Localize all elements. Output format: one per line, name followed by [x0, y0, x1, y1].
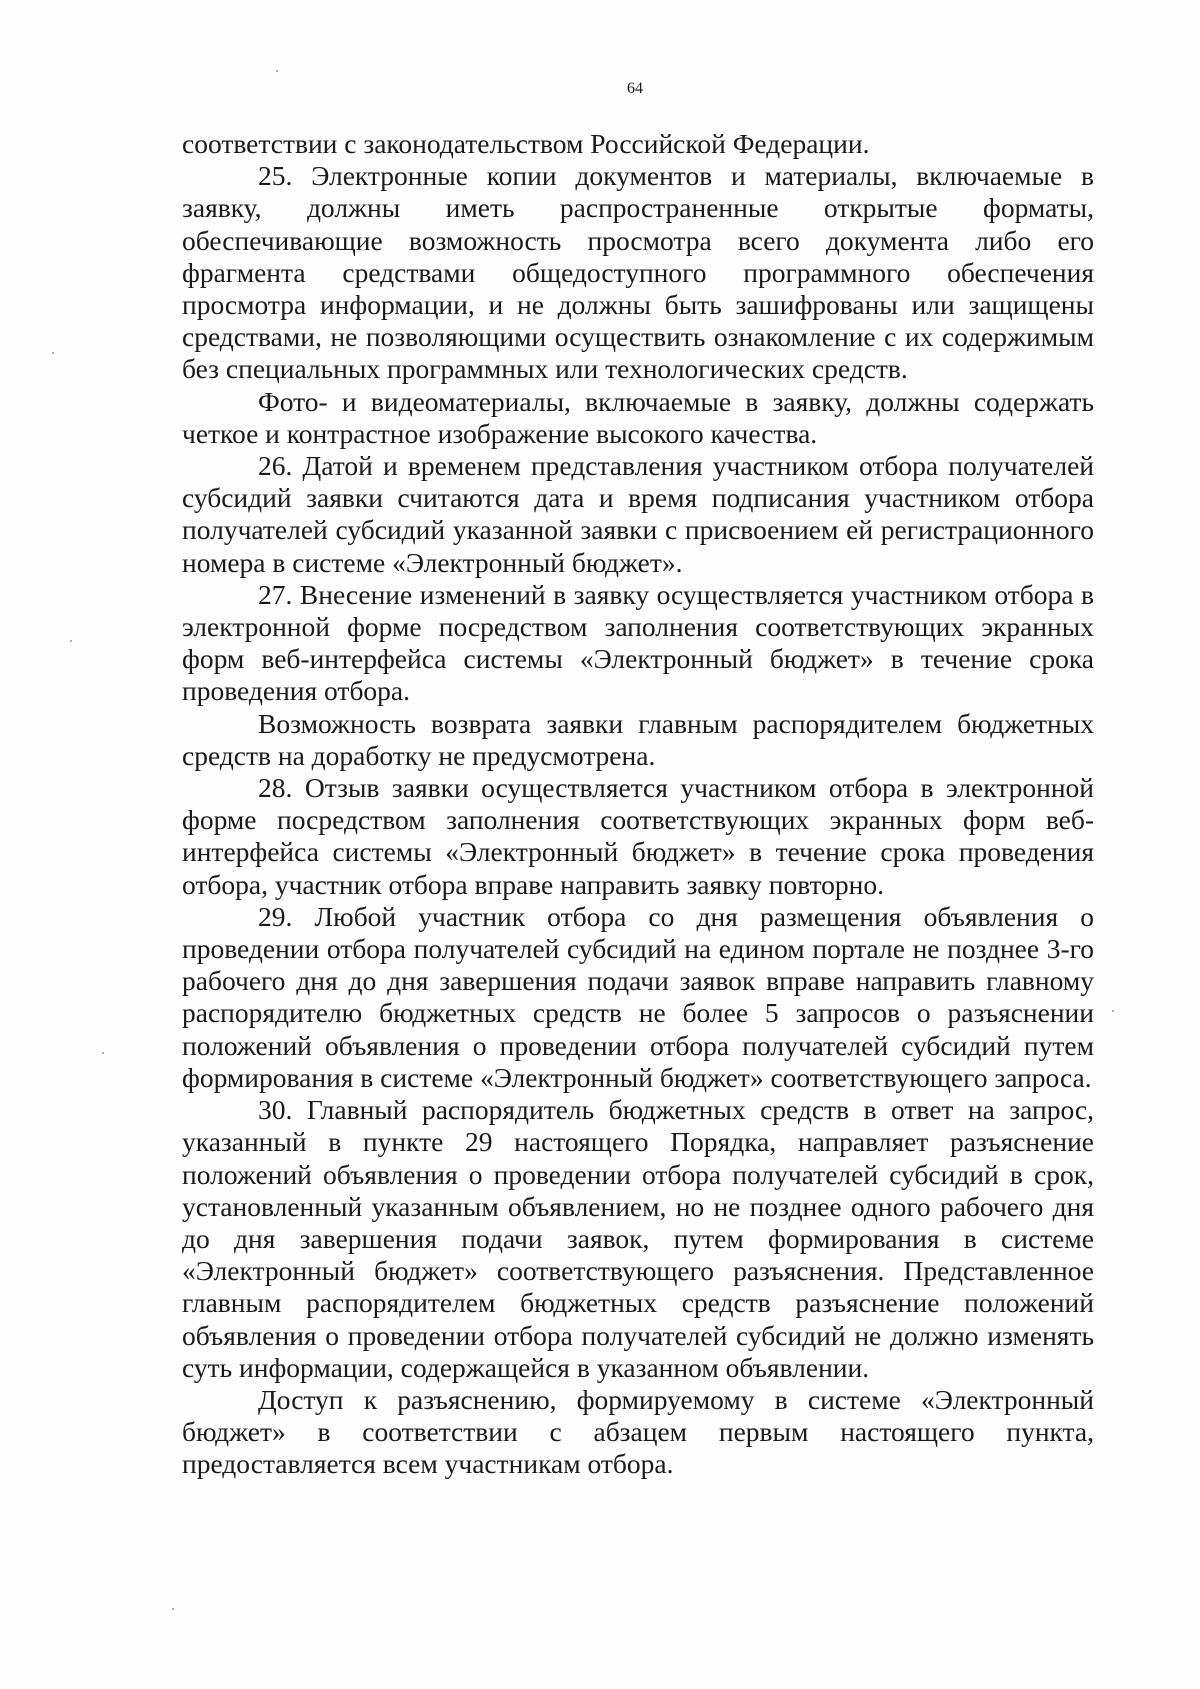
scan-speck — [1112, 1010, 1114, 1012]
paragraph-return-application: Возможность возврата заявки главным распорядителем бюджетных средств на доработку не предусмотрена. — [182, 707, 1094, 771]
scan-speck — [52, 352, 54, 354]
paragraph-access-clarification: Доступ к разъяснению, формируемому в системе «Электронный бюджет» в соответствии с абзацем первым настоящего пункта, предоставляется всем участникам отбора. — [182, 1383, 1094, 1480]
scan-speck — [70, 640, 72, 642]
scan-speck — [276, 70, 278, 72]
paragraph-photo-video: Фото- и видеоматериалы, включаемые в заявку, должны содержать четкое и контрастное изображение высокого качества. — [182, 385, 1094, 449]
page-number: 64 — [627, 80, 643, 97]
paragraph-continuation: соответствии с законодательством Российской Федерации. — [182, 128, 870, 159]
paragraph-item-26: 26. Датой и временем представления участником отбора получателей субсидий заявки считаются дата и время подписания участником отбора получателей субсидий указанной заявки с присвоением ей регистрационного номера в системе «Электронный бюджет». — [182, 450, 1094, 578]
paragraph-item-30: 30. Главный распорядитель бюджетных средств в ответ на запрос, указанный в пункте 29 настоящего Порядка, направляет разъяснение положений объявления о проведении отбора получателей субсидий в срок, установленный указанным объявлением, но не позднее одного рабочего дня до дня завершения подачи заявок, путем формирования в системе «Электронный бюджет» соответствующего разъяснения. Представленное главным распорядителем бюджетных средств разъяснение положений объявления о проведении отбора получателей субсидий не должно изменять суть информации, содержащейся в указанном объявлении. — [182, 1094, 1094, 1383]
paragraph-item-29: 29. Любой участник отбора со дня размещения объявления о проведении отбора получателей субсидий на едином портале не позднее 3-го рабочего дня до дня завершения подачи заявок вправе направить главному распорядителю бюджетных средств не более 5 запросов о разъяснении положений объявления о проведении отбора получателей субсидий путем формирования в системе «Электронный бюджет» соответствующего запроса. — [182, 900, 1094, 1093]
paragraph-item-28: 28. Отзыв заявки осуществляется участником отбора в электронной форме посредством заполнения соответствующих экранных форм веб-интерфейса системы «Электронный бюджет» в течение срока проведения отбора, участник отбора вправе направить заявку повторно. — [182, 772, 1094, 900]
paragraph-item-25: 25. Электронные копии документов и материалы, включаемые в заявку, должны иметь распространенные открытые форматы, обеспечивающие возможность просмотра всего документа либо его фрагмента средствами общедоступного программного обеспечения просмотра информации, и не должны быть зашифрованы или защищены средствами, не позволяющими осуществить ознакомление с их содержимым без специальных программных или технологических средств. — [182, 160, 1094, 385]
document-body — [182, 128, 1094, 1481]
paragraph-item-27: 27. Внесение изменений в заявку осуществляется участником отбора в электронной форме посредством заполнения соответствующих экранных форм веб-интерфейса системы «Электронный бюджет» в течение срока проведения отбора. — [182, 578, 1094, 707]
scan-speck — [102, 1052, 104, 1054]
scan-speck — [172, 1608, 174, 1610]
